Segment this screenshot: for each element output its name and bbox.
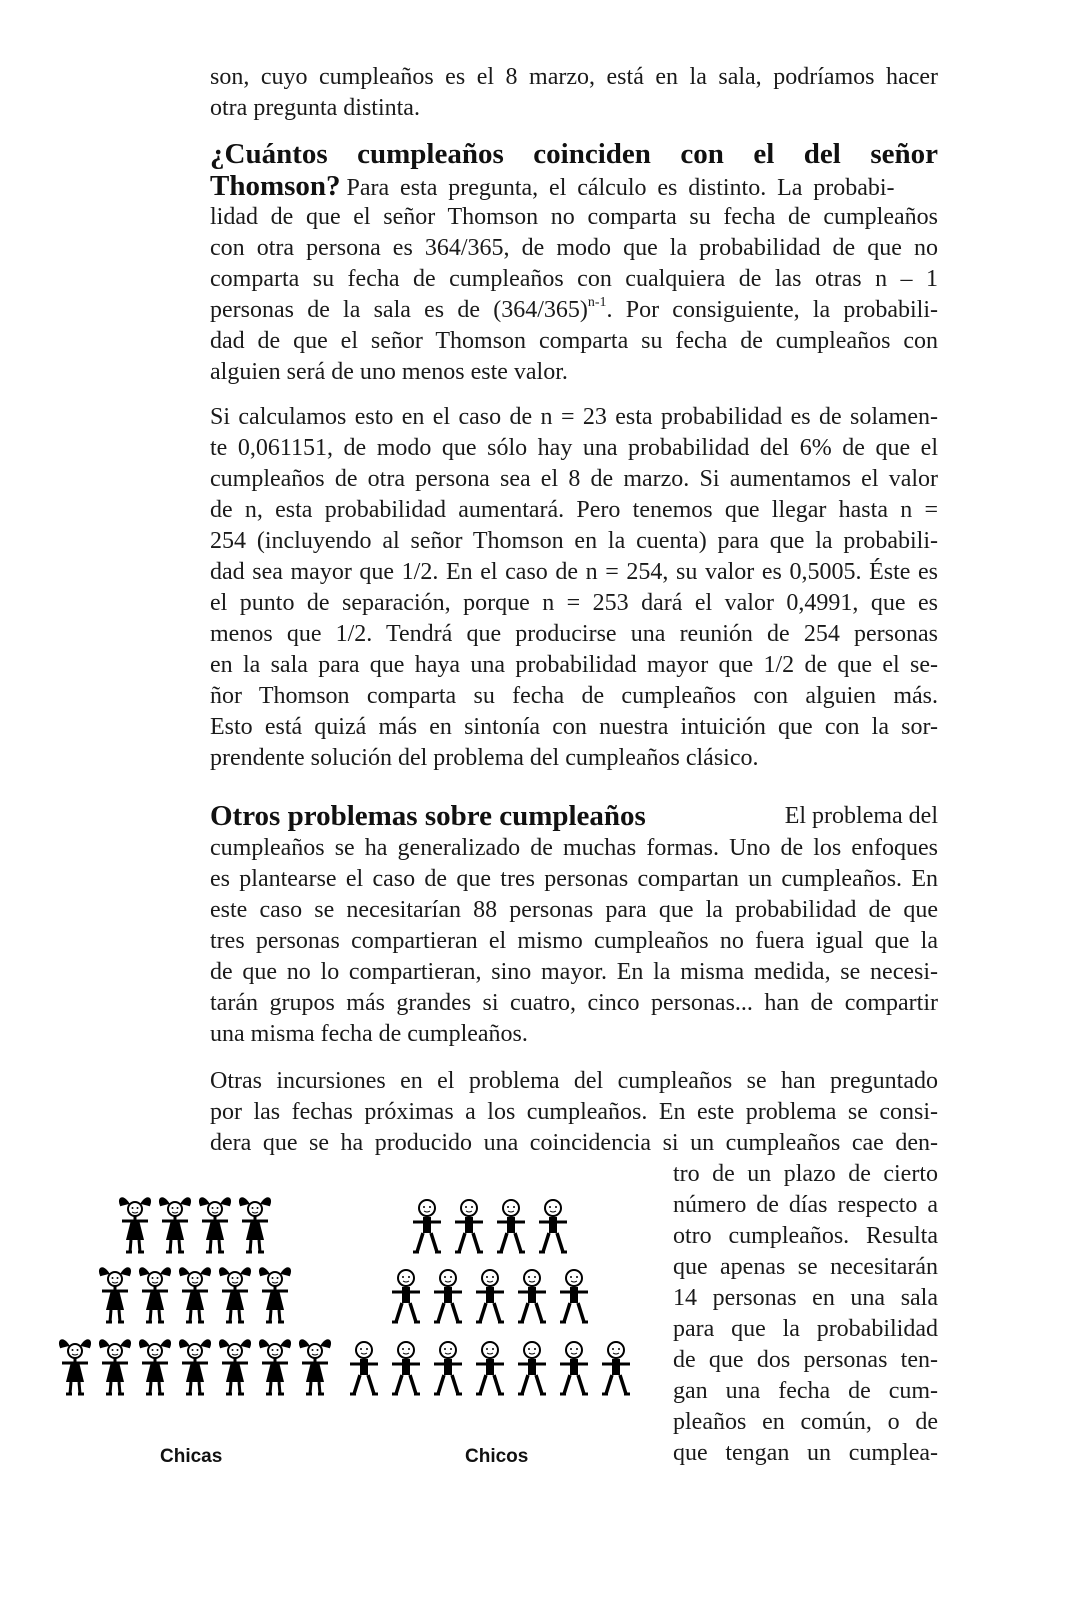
text-line: este caso se necesitarían 88 personas para que la probabilidad de que bbox=[210, 897, 938, 923]
girl-figure bbox=[180, 1268, 211, 1322]
girl-figure bbox=[180, 1340, 211, 1394]
text-line: Esto está quizá más en sintonía con nuestra intuición que con la sor- bbox=[210, 714, 938, 740]
boy-figure bbox=[518, 1270, 546, 1322]
girl-figure bbox=[200, 1198, 231, 1252]
caption-boys: Chicos bbox=[465, 1446, 529, 1467]
boy-figure bbox=[413, 1200, 441, 1252]
section-heading: Otros problemas sobre cumpleaños bbox=[210, 800, 646, 832]
text-line: una misma fecha de cumpleaños. bbox=[210, 1021, 528, 1047]
text-line: dera que se ha producido una coincidencia si un cumpleaños cae den- bbox=[210, 1130, 938, 1156]
boy-figure bbox=[434, 1270, 462, 1322]
text-line: que apenas se necesitarán bbox=[673, 1254, 938, 1280]
text-fragment: . Por consiguiente, la probabili- bbox=[606, 297, 938, 323]
text-line: ñor Thomson comparta su fecha de cumpleaños con alguien más. bbox=[210, 683, 938, 709]
text-fragment: Para esta pregunta, el cálculo es distinto. La probabi- bbox=[346, 175, 895, 201]
boy-figure bbox=[560, 1270, 588, 1322]
girl-figure bbox=[100, 1340, 131, 1394]
section-heading: ¿Cuántos cumpleaños coinciden con el del señor bbox=[210, 138, 938, 170]
text-line: lidad de que el señor Thomson no comparta su fecha de cumpleaños bbox=[210, 204, 938, 230]
boy-figure bbox=[602, 1342, 630, 1394]
girl-figure bbox=[300, 1340, 331, 1394]
paragraph-narrow-column bbox=[673, 1159, 938, 1469]
girl-figure bbox=[160, 1198, 191, 1252]
girls-group bbox=[60, 1198, 331, 1394]
boy-figure bbox=[497, 1200, 525, 1252]
text-line: te 0,061151, de modo que sólo hay una probabilidad del 6% de que el bbox=[210, 435, 938, 461]
boy-figure bbox=[392, 1270, 420, 1322]
boy-figure bbox=[455, 1200, 483, 1252]
text-line: tarán grupos más grandes si cuatro, cinco personas... han de compartir bbox=[210, 990, 938, 1016]
text-line: tres personas compartieran el mismo cumpleaños no fuera igual que la bbox=[210, 928, 938, 954]
text-line: el punto de separación, porque n = 253 dará el valor 0,4991, que es bbox=[210, 590, 938, 616]
boy-figure bbox=[560, 1342, 588, 1394]
section-otros bbox=[210, 800, 938, 1050]
boys-group bbox=[350, 1200, 630, 1394]
boy-figure bbox=[476, 1342, 504, 1394]
text-line: de n, esta probabilidad aumentará. Pero tenemos que llegar hasta n = bbox=[210, 497, 938, 523]
girls-boys-figure bbox=[50, 1196, 650, 1436]
text-line: dad sea mayor que 1/2. En el caso de n = 254, su valor es 0,5005. Éste es bbox=[210, 559, 938, 585]
intro-text bbox=[210, 62, 938, 124]
boy-figure bbox=[539, 1200, 567, 1252]
text-line: pleaños en común, o de bbox=[673, 1409, 938, 1435]
girl-figure bbox=[140, 1268, 171, 1322]
exponent: n-1 bbox=[587, 295, 607, 310]
boy-figure bbox=[476, 1270, 504, 1322]
text-line: con otra persona es 364/365, de modo que la probabilidad de que no bbox=[210, 235, 938, 261]
text-line: Otras incursiones en el problema del cumpleaños se han preguntado bbox=[210, 1068, 938, 1094]
text-line: cumpleaños se ha generalizado de muchas formas. Uno de los enfoques bbox=[210, 835, 938, 861]
text-line: otro cumpleaños. Resulta bbox=[673, 1223, 938, 1249]
text-line: Si calculamos esto en el caso de n = 23 esta probabilidad es de solamen- bbox=[210, 404, 938, 430]
text-line bbox=[210, 295, 938, 326]
boy-figure bbox=[392, 1342, 420, 1394]
girl-figure bbox=[220, 1340, 251, 1394]
text-fragment: El problema del bbox=[784, 803, 938, 829]
text-line: prendente solución del problema del cumpleaños clásico. bbox=[210, 745, 759, 771]
text-line: que tengan un cumplea- bbox=[673, 1440, 938, 1466]
girl-figure bbox=[240, 1198, 271, 1252]
paragraph-fechas-proximas bbox=[210, 1066, 938, 1159]
girl-figure bbox=[100, 1268, 131, 1322]
section-thomson bbox=[210, 138, 938, 388]
section-heading-cont: Thomson? bbox=[210, 170, 341, 202]
caption-girls: Chicas bbox=[160, 1446, 223, 1467]
text-line: número de días respecto a bbox=[673, 1192, 938, 1218]
text-line: son, cuyo cumpleaños es el 8 marzo, está en la sala, podríamos hacer bbox=[210, 64, 938, 90]
text-line: por las fechas próximas a los cumpleaños. En este problema se consi- bbox=[210, 1099, 938, 1125]
girl-figure bbox=[60, 1340, 91, 1394]
boy-figure bbox=[518, 1342, 546, 1394]
text-line: alguien será de uno menos este valor. bbox=[210, 359, 568, 385]
text-line: en la sala para que haya una probabilidad mayor que 1/2 de que el se- bbox=[210, 652, 938, 678]
girl-figure bbox=[260, 1340, 291, 1394]
text-line: gan una fecha de cum- bbox=[673, 1378, 938, 1404]
text-line: es plantearse el caso de que tres personas compartan un cumpleaños. En bbox=[210, 866, 938, 892]
text-line: tro de un plazo de cierto bbox=[673, 1161, 938, 1187]
girl-figure bbox=[260, 1268, 291, 1322]
text-line: comparta su fecha de cumpleaños con cualquiera de las otras n – 1 bbox=[210, 266, 938, 292]
text-line bbox=[210, 800, 938, 833]
text-line: otra pregunta distinta. bbox=[210, 95, 420, 121]
girl-figure bbox=[120, 1198, 151, 1252]
text-line: de que dos personas ten- bbox=[673, 1347, 938, 1373]
girl-figure bbox=[140, 1340, 171, 1394]
text-line: 14 personas en una sala bbox=[673, 1285, 938, 1311]
text-line: dad de que el señor Thomson comparta su fecha de cumpleaños con bbox=[210, 328, 938, 354]
text-line: cumpleaños de otra persona sea el 8 de marzo. Si aumentamos el valor bbox=[210, 466, 938, 492]
text-fragment: personas de la sala es de (364/365) bbox=[210, 297, 588, 323]
girl-figure bbox=[220, 1268, 251, 1322]
boy-figure bbox=[434, 1342, 462, 1394]
text-line bbox=[210, 171, 938, 202]
text-line: menos que 1/2. Tendrá que producirse una reunión de 254 personas bbox=[210, 621, 938, 647]
paragraph-n23 bbox=[210, 402, 938, 774]
boy-figure bbox=[350, 1342, 378, 1394]
text-line: 254 (incluyendo al señor Thomson en la cuenta) para que la probabili- bbox=[210, 528, 938, 554]
text-line: de que no lo compartieran, sino mayor. En la misma medida, se necesi- bbox=[210, 959, 938, 985]
text-line: para que la probabilidad bbox=[673, 1316, 938, 1342]
